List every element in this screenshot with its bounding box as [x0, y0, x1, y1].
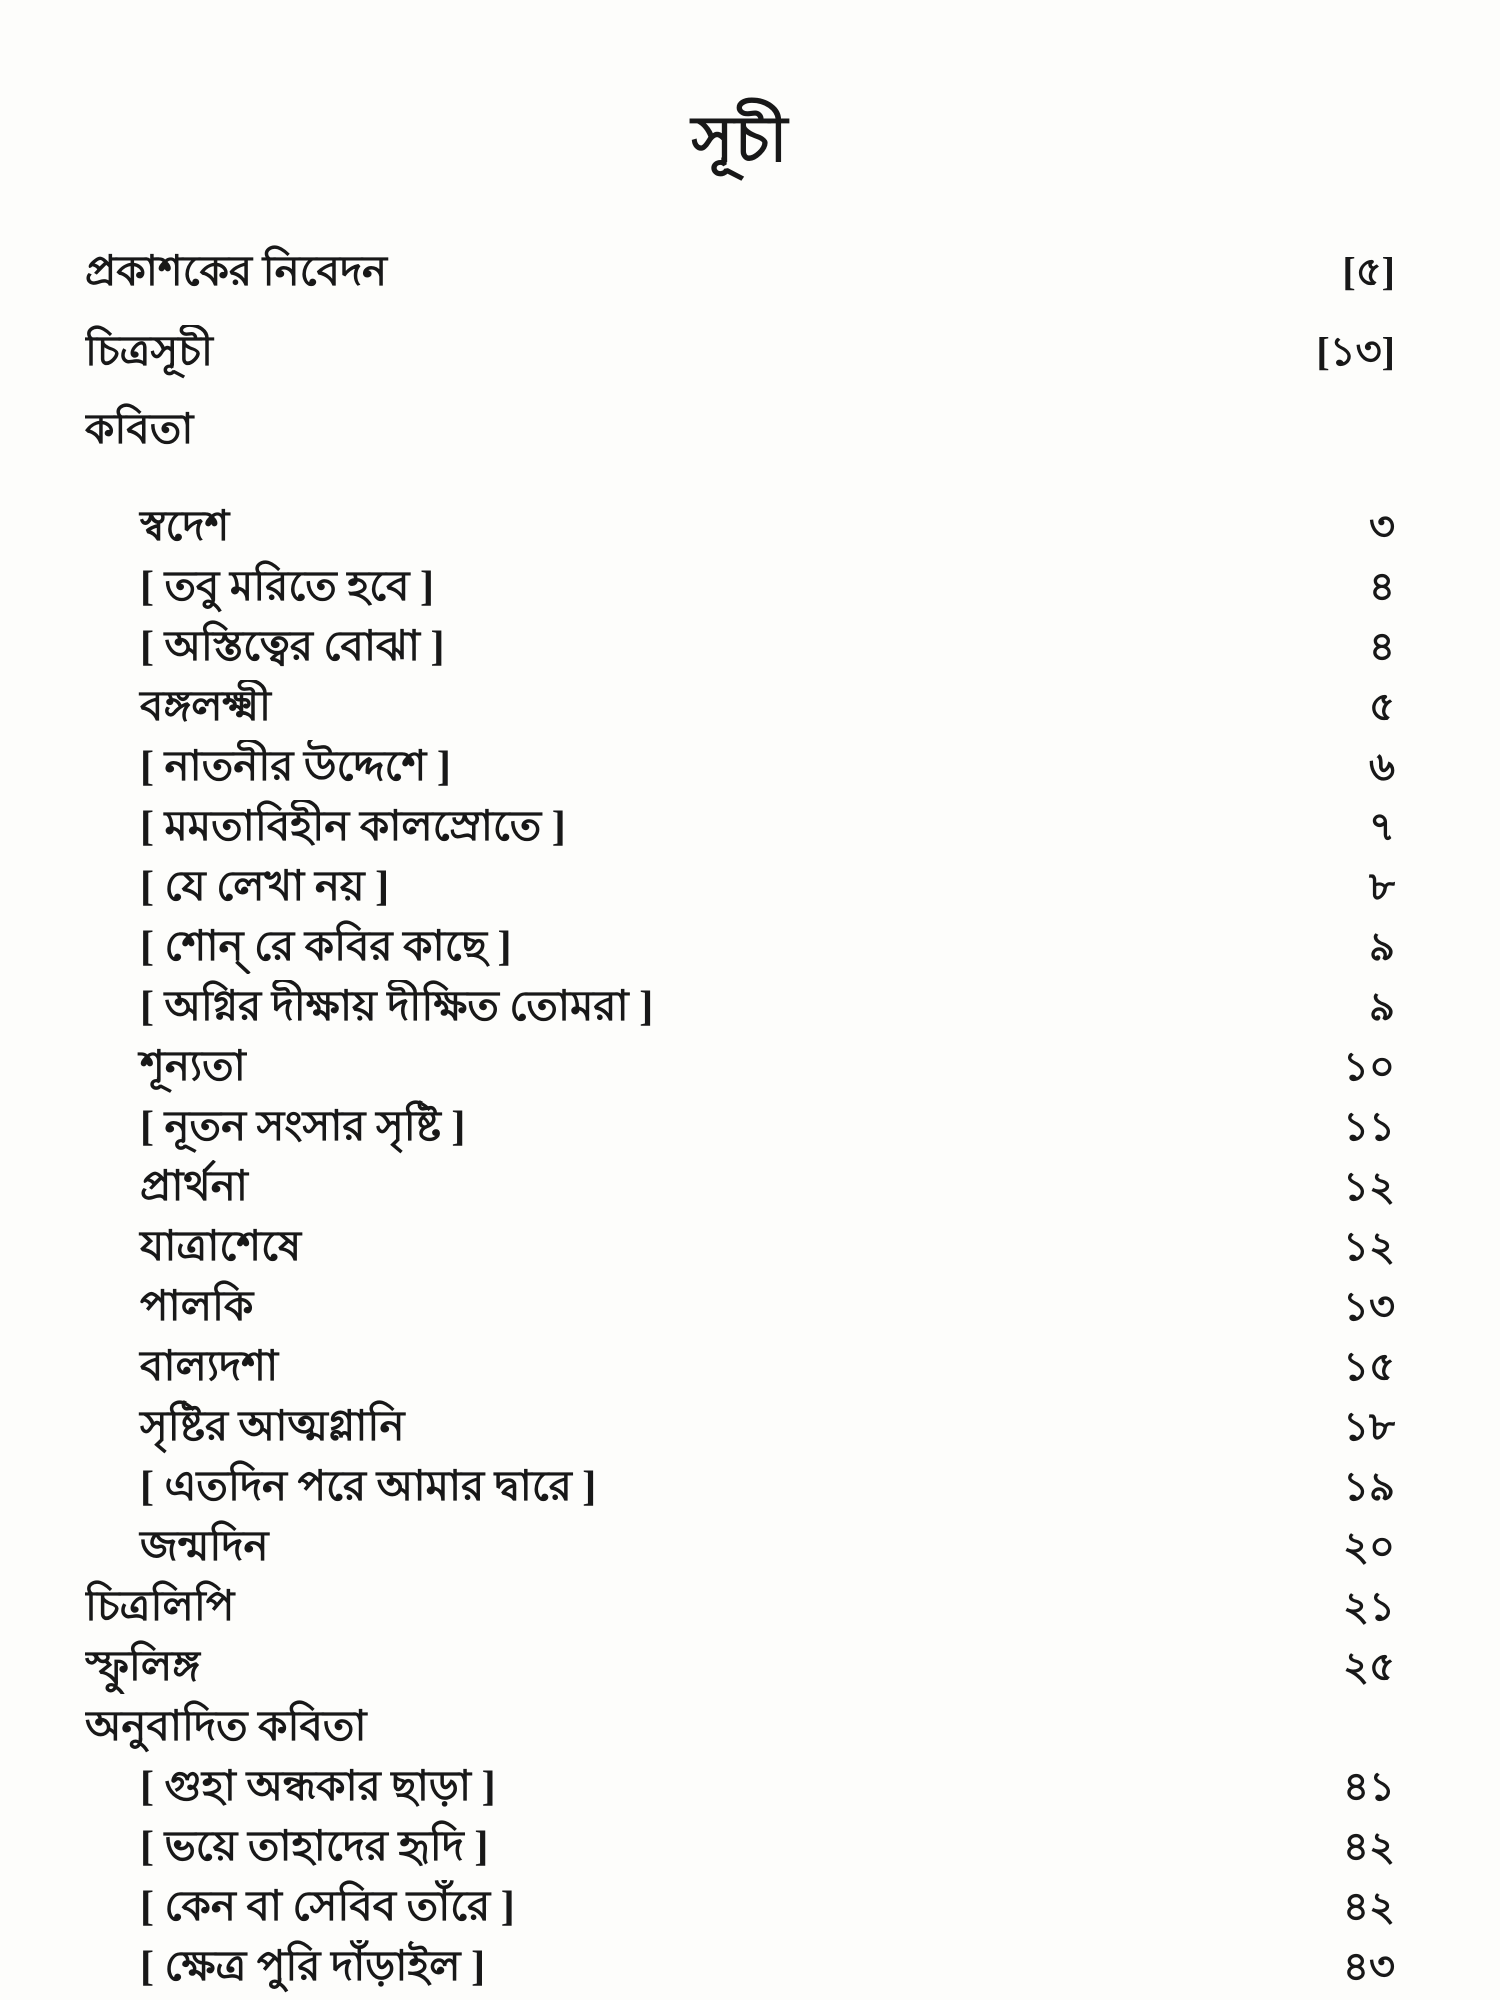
toc-entry-page-number: ১৮ [1343, 1404, 1395, 1449]
toc-entry-label: শূন্যতা [140, 1044, 246, 1090]
toc-row-item [85, 1097, 1395, 1157]
toc-row-item [85, 677, 1395, 737]
toc-row-item [85, 857, 1395, 917]
toc-entry-page-number: [৫] [1342, 249, 1395, 294]
toc-entry-label: [ অগ্নির দীক্ষায় দীক্ষিত তোমরা ] [140, 984, 654, 1030]
toc-entry-label: বাল্যদশা [140, 1344, 279, 1390]
toc-row-item [85, 797, 1395, 857]
toc-entry-label: [ মমতাবিহীন কালস্রোতে ] [140, 804, 566, 850]
toc-entry-page-number: ৪ [1369, 624, 1395, 669]
toc-row-item [85, 737, 1395, 797]
toc-entry-label: [ এতদিন পরে আমার দ্বারে ] [140, 1464, 597, 1510]
toc-row-item [85, 1277, 1395, 1337]
toc-entry-label: [ নূতন সংসার সৃষ্টি ] [140, 1104, 466, 1150]
toc-row-item [85, 1337, 1395, 1397]
toc-entry-page-number: ৪ [1369, 564, 1395, 609]
toc-row-section-heading [85, 392, 1395, 467]
toc-row-front-item [85, 232, 1395, 312]
toc-row-item [85, 1457, 1395, 1517]
toc-entry-page-number: ৯ [1369, 924, 1395, 969]
toc-entry-label: কবিতা [85, 406, 194, 453]
toc-row-item [85, 497, 1395, 557]
toc-row-item [85, 1517, 1395, 1577]
toc-entry-page-number: ৪১ [1343, 1764, 1395, 1809]
toc-row-item [85, 1217, 1395, 1277]
toc-entry-page-number: [১৩] [1316, 329, 1395, 374]
toc-row-item [85, 1037, 1395, 1097]
page-title: সূচী [691, 104, 789, 175]
toc-entry-label: [ যে লেখা নয় ] [140, 864, 390, 910]
toc-entry-page-number: ৪২ [1343, 1884, 1395, 1929]
toc-entry-label: [ শোন্ রে কবির কাছে ] [140, 924, 512, 970]
toc-entry-label: প্রার্থনা [140, 1164, 248, 1210]
toc-entry-label: পালকি [140, 1284, 254, 1330]
toc-entry-page-number: ১১ [1343, 1104, 1395, 1149]
toc-entry-page-number: ৭ [1368, 804, 1395, 849]
toc-row-item [85, 1757, 1395, 1817]
toc-entry-label: [ ভয়ে তাহাদের হৃদি ] [140, 1824, 489, 1870]
toc-row-item [85, 1937, 1395, 1997]
toc-row-item [85, 617, 1395, 677]
toc-entry-label: [ নাতনীর উদ্দেশে ] [140, 744, 451, 790]
toc-entry-page-number: ২১ [1343, 1584, 1395, 1629]
toc-entry-page-number: ৮ [1369, 864, 1395, 909]
toc-entry-label: সৃষ্টির আত্মগ্লানি [140, 1404, 405, 1450]
toc-entry-page-number: ১০ [1343, 1044, 1395, 1089]
toc-entry-label: অনুবাদিত কবিতা [85, 1704, 367, 1750]
toc-entry-label: প্রকাশকের নিবেদন [85, 249, 388, 295]
toc-entry-label: যাত্রাশেষে [140, 1224, 302, 1270]
toc-entry-label: [ ক্ষেত্র পুরি দাঁড়াইল ] [140, 1944, 486, 1990]
toc-entry-label: বঙ্গলক্ষ্মী [140, 684, 272, 730]
toc-row-section-heading [85, 1697, 1395, 1757]
toc-entry-label: জন্মদিন [140, 1524, 269, 1570]
toc-row-front-item [85, 312, 1395, 392]
toc-entry-page-number: ১৯ [1343, 1464, 1395, 1509]
toc-entry-page-number: ১৩ [1343, 1284, 1395, 1329]
toc-entry-page-number: ৪২ [1343, 1824, 1395, 1869]
toc-entry-page-number: ৩ [1368, 504, 1395, 549]
toc-row-section-heading [85, 1577, 1395, 1637]
toc-row-item [85, 1877, 1395, 1937]
toc-row-item [85, 557, 1395, 617]
toc-list [85, 232, 1395, 1997]
toc-row-section-heading [85, 1637, 1395, 1697]
toc-entry-page-number: ৬ [1368, 744, 1395, 789]
toc-entry-label: [ তবু মরিতে হবে ] [140, 564, 435, 610]
toc-row-item [85, 917, 1395, 977]
toc-row-item [85, 1397, 1395, 1457]
toc-row-item [85, 1157, 1395, 1217]
toc-entry-label: চিত্রলিপি [85, 1584, 235, 1630]
toc-entry-page-number: ২০ [1342, 1524, 1395, 1569]
toc-row-item [85, 1817, 1395, 1877]
toc-entry-label: [ অস্তিত্বের বোঝা ] [140, 624, 445, 670]
toc-entry-label: স্বদেশ [140, 504, 230, 550]
toc-entry-label: স্ফুলিঙ্গ [85, 1644, 201, 1690]
toc-entry-page-number: ১৫ [1343, 1344, 1395, 1389]
toc-entry-page-number: ১২ [1343, 1164, 1395, 1209]
toc-entry-page-number: ২৫ [1343, 1644, 1395, 1689]
toc-entry-label: [ গুহা অন্ধকার ছাড়া ] [140, 1764, 496, 1810]
toc-entry-page-number: ৪৩ [1343, 1944, 1395, 1989]
toc-entry-label: চিত্রসূচী [85, 329, 213, 375]
toc-entry-page-number: ৫ [1369, 684, 1395, 729]
toc-entry-page-number: ৯ [1369, 984, 1395, 1029]
toc-entry-page-number: ১২ [1343, 1224, 1395, 1269]
toc-row-item [85, 977, 1395, 1037]
toc-entry-label: [ কেন বা সেবিব তাঁরে ] [140, 1884, 515, 1930]
